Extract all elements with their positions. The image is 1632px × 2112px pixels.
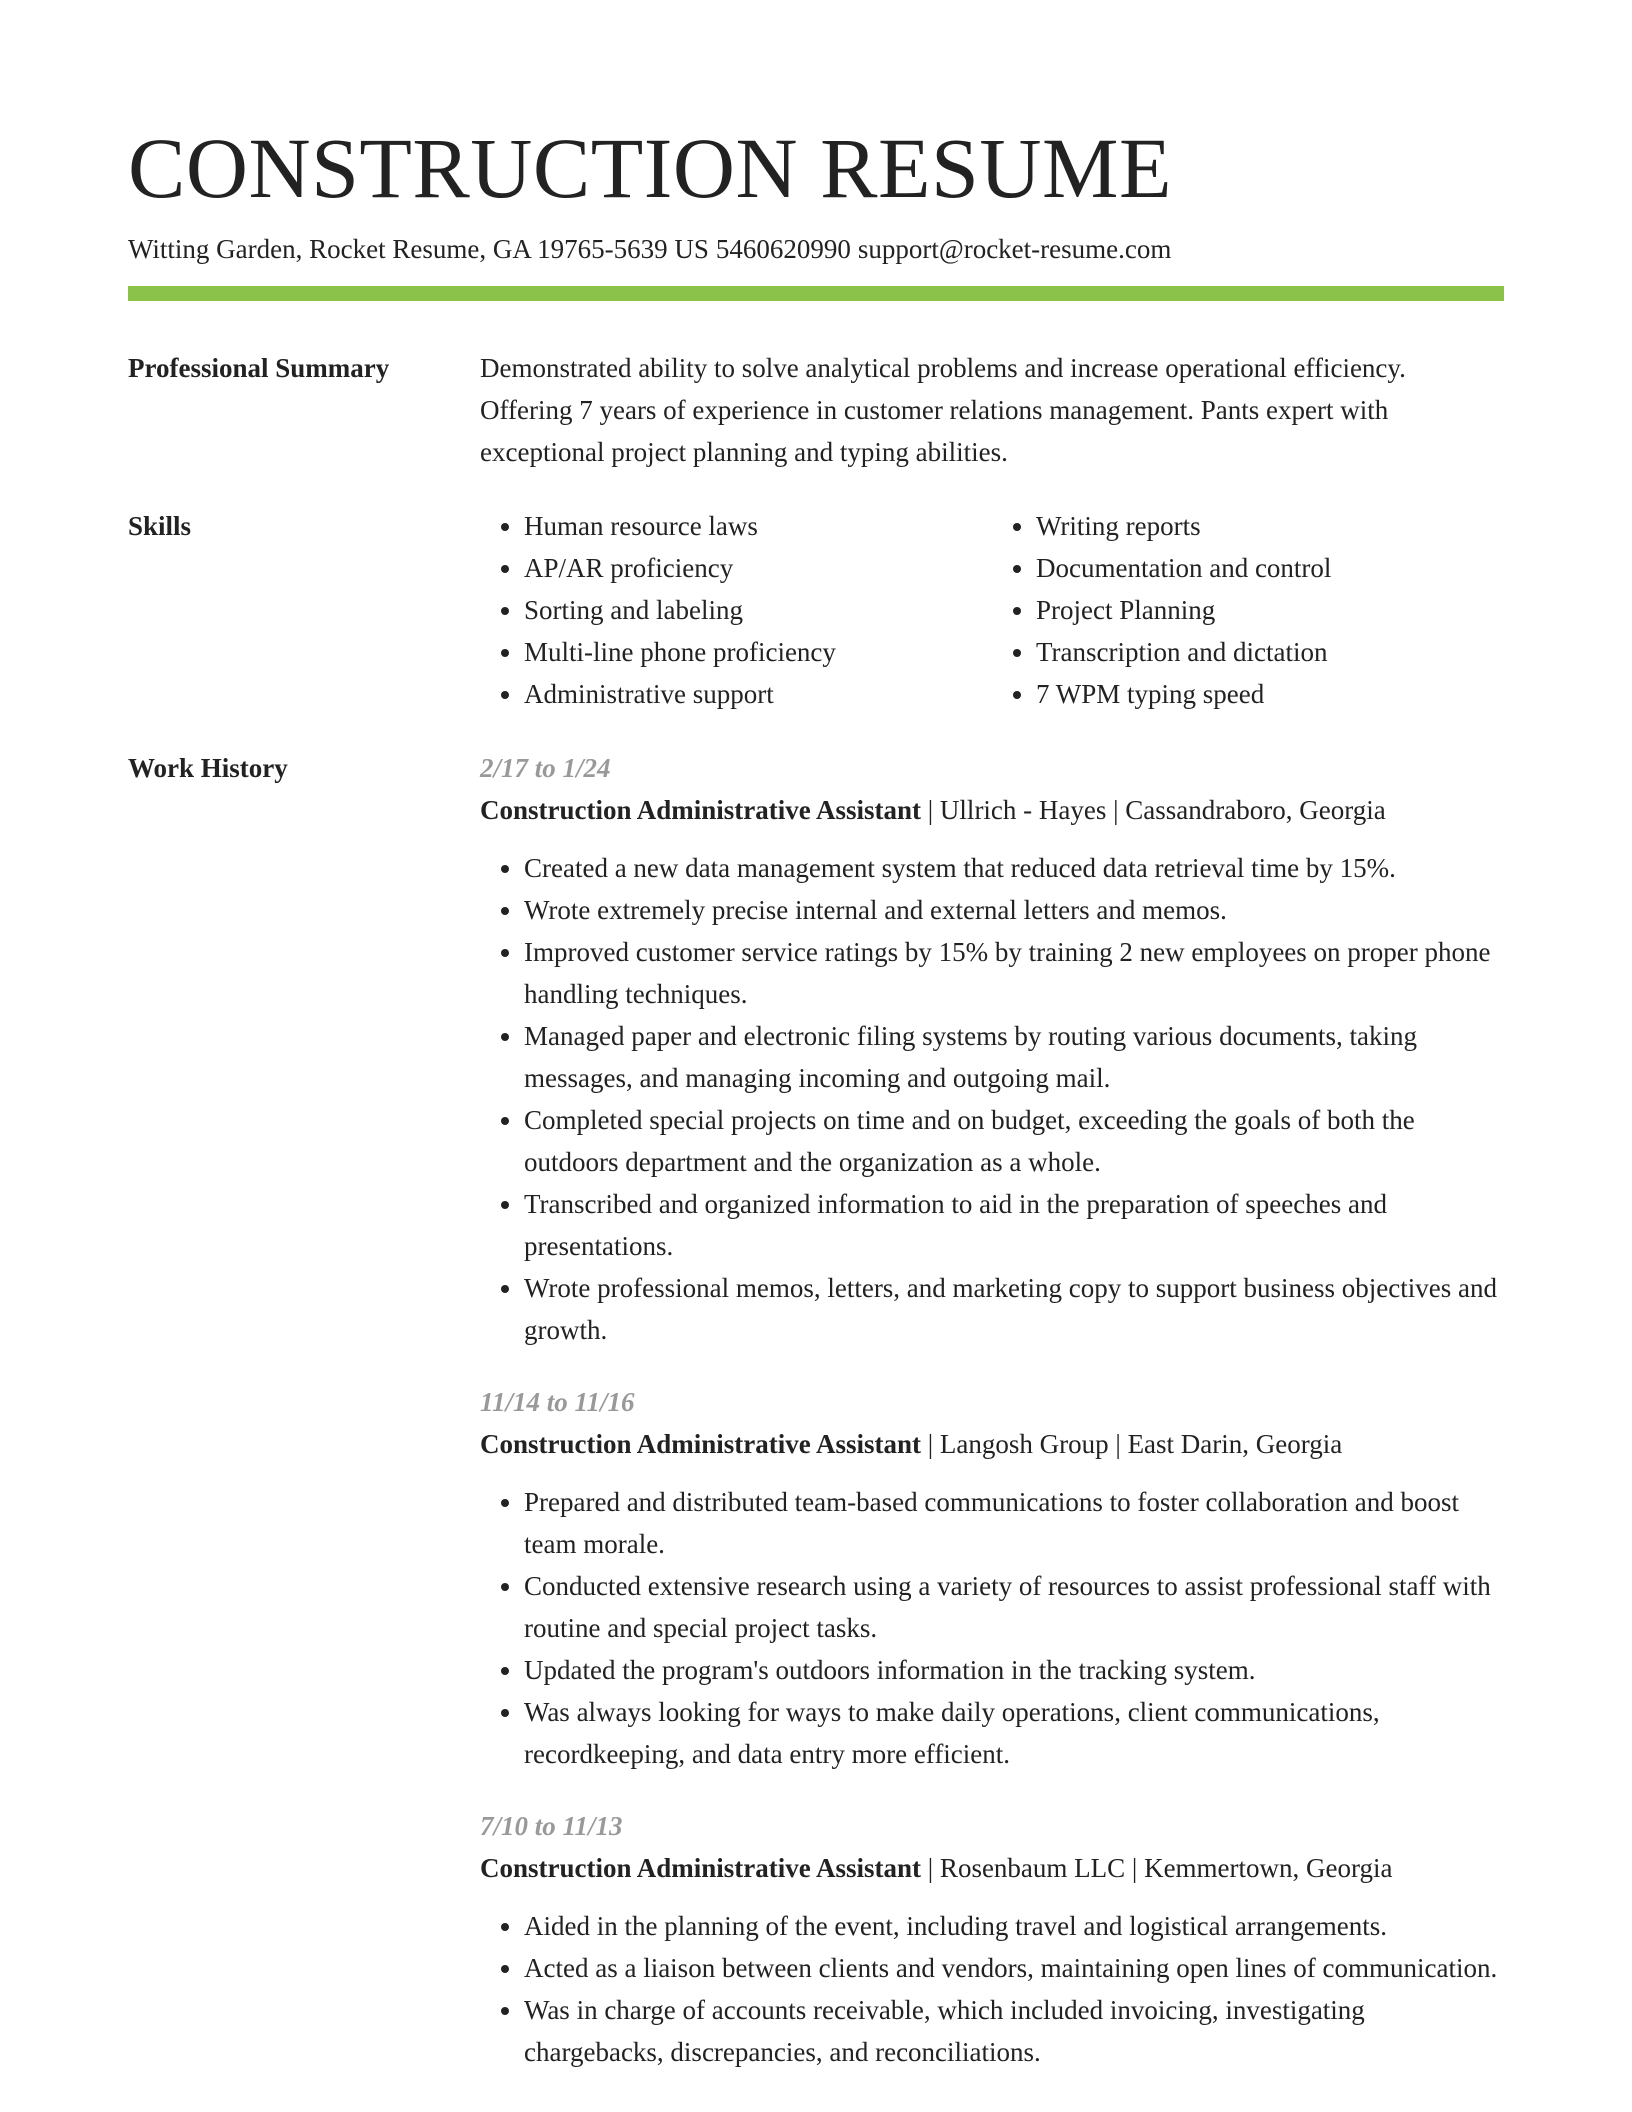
summary-label: Professional Summary [128,353,390,383]
skill-item: • Transcription and dictation [1036,631,1504,673]
skill-item: • Sorting and labeling [524,589,992,631]
skills-list-right [992,505,1504,715]
job-heading [480,1847,1504,1889]
job-entry [480,747,1504,1351]
header-divider [128,286,1504,301]
skills-list-left [480,505,992,715]
skill-item: • 7 WPM typing speed [1036,673,1504,715]
job-bullet: • Was in charge of accounts receivable, which included invoicing, investigating chargebacks, discrepancies, and reconciliations. [524,1989,1504,2073]
job-dates: 11/14 to 11/16 [480,1387,635,1417]
job-bullet: • Wrote professional memos, letters, and marketing copy to support business objectives and growth. [524,1267,1504,1351]
job-bullets [480,1481,1504,1775]
job-heading [480,1423,1504,1465]
contact-address: Witting Garden, Rocket Resume, GA 19765-5639 US [128,234,709,264]
job-details: | Ullrich - Hayes | Cassandraboro, Georgia [921,795,1386,825]
contact-phone: 5460620990 [715,234,851,264]
job-heading [480,789,1504,831]
job-bullets [480,847,1504,1351]
contact-line [128,232,1171,266]
summary-text: Demonstrated ability to solve analytical problems and increase operational efficiency. Offering 7 years of experience in customer relations management. Pants expert with exceptional project planning and typing abilities. [480,353,1406,467]
job-bullets [480,1905,1504,2073]
job-bullet: • Managed paper and electronic filing systems by routing various documents, taking messages, and managing incoming and outgoing mail. [524,1015,1504,1099]
job-dates: 2/17 to 1/24 [480,753,611,783]
contact-email: support@rocket-resume.com [857,234,1172,264]
skills-label: Skills [128,511,192,541]
job-details: | Langosh Group | East Darin, Georgia [921,1429,1343,1459]
job-bullet: • Acted as a liaison between clients and vendors, maintaining open lines of communication. [524,1947,1504,1989]
skill-item: • Writing reports [1036,505,1504,547]
resume-title: CONSTRUCTION RESUME [128,120,1172,216]
job-bullet: • Wrote extremely precise internal and external letters and memos. [524,889,1504,931]
job-bullet: • Aided in the planning of the event, including travel and logistical arrangements. [524,1905,1504,1947]
job-title: Construction Administrative Assistant [480,795,922,825]
job-details: | Rosenbaum LLC | Kemmertown, Georgia [921,1853,1393,1883]
job-bullet: • Prepared and distributed team-based communications to foster collaboration and boost team morale. [524,1481,1504,1565]
job-bullet: • Transcribed and organized information to aid in the preparation of speeches and presentations. [524,1183,1504,1267]
job-bullet: • Improved customer service ratings by 15% by training 2 new employees on proper phone handling techniques. [524,931,1504,1015]
job-title: Construction Administrative Assistant [480,1429,922,1459]
job-bullet: • Created a new data management system that reduced data retrieval time by 15%. [524,847,1504,889]
skill-item: • Human resource laws [524,505,992,547]
job-bullet: • Completed special projects on time and on budget, exceeding the goals of both the outdoors department and the organization as a whole. [524,1099,1504,1183]
skill-item: • Multi-line phone proficiency [524,631,992,673]
skills-columns [480,505,1504,715]
job-entry [480,1381,1504,1775]
work-history-label: Work History [128,753,288,783]
skill-item: • Administrative support [524,673,992,715]
job-bullet: • Was always looking for ways to make daily operations, client communications, recordkeeping, and data entry more efficient. [524,1691,1504,1775]
job-title: Construction Administrative Assistant [480,1853,922,1883]
job-dates: 7/10 to 11/13 [480,1811,623,1841]
skill-item: • AP/AR proficiency [524,547,992,589]
job-bullet: • Updated the program's outdoors information in the tracking system. [524,1649,1504,1691]
job-bullet: • Conducted extensive research using a variety of resources to assist professional staff with routine and special project tasks. [524,1565,1504,1649]
skill-item: • Documentation and control [1036,547,1504,589]
job-entry [480,1805,1504,2073]
skill-item: • Project Planning [1036,589,1504,631]
